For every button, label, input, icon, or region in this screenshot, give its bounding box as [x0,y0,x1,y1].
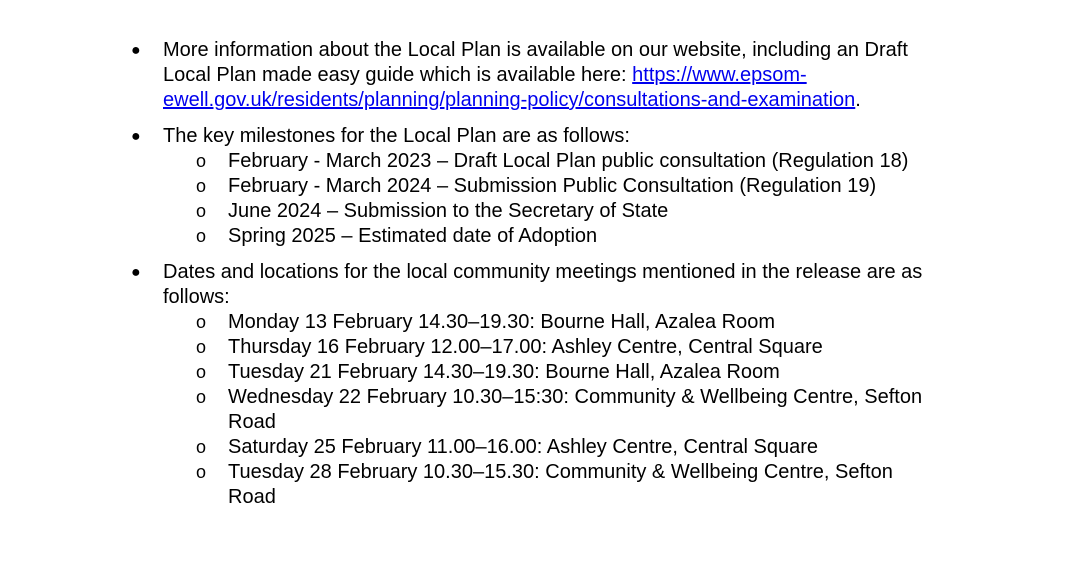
circle-bullet-icon: o [196,176,207,196]
list-item: o June 2024 – Submission to the Secretary of State [196,200,669,222]
website-info-text: More information about the Local Plan is available on our website, including an Draft Local Plan made easy guide which is available here: [163,39,908,86]
list-item: o Monday 13 February 14.30–19.30: Bourne Hall, Azalea Room [196,311,776,333]
bullet-icon: ● [131,42,141,59]
circle-bullet-icon: o [196,437,207,457]
circle-bullet-icon: o [196,337,207,357]
bullet-item-meetings [0,260,933,510]
bullet-icon: ● [131,128,141,145]
bullet-item-milestones [0,124,933,249]
list-item: o Tuesday 28 February 10.30–15.30: Community & Wellbeing Centre, Sefton Road [196,461,893,508]
circle-bullet-icon: o [196,151,207,171]
meetings-intro: Dates and locations for the local community meetings mentioned in the release are as follows: [163,261,923,308]
bullet-item-website-info [0,38,933,113]
circle-bullet-icon: o [196,387,207,407]
list-item: o February - March 2024 – Submission Public Consultation (Regulation 19) [196,175,877,197]
list-item: o Thursday 16 February 12.00–17.00: Ashley Centre, Central Square [196,336,823,358]
circle-bullet-icon: o [196,312,207,332]
document-body [0,38,1079,521]
circle-bullet-icon: o [196,201,207,221]
list-item: o Wednesday 22 February 10.30–15:30: Community & Wellbeing Centre, Sefton Road [196,386,923,433]
circle-bullet-icon: o [196,462,207,482]
consultations-link[interactable]: https://www.epsom-ewell.gov.uk/residents/planning/planning-policy/consultations-and-examination [163,64,856,111]
circle-bullet-icon: o [196,226,207,246]
list-item: o Spring 2025 – Estimated date of Adoption [196,225,598,247]
website-info-period: . [855,89,861,111]
milestones-list [163,149,933,249]
list-item: o February - March 2023 – Draft Local Plan public consultation (Regulation 18) [196,150,909,172]
list-item: o Tuesday 21 February 14.30–19.30: Bourne Hall, Azalea Room [196,361,780,383]
milestones-intro: The key milestones for the Local Plan are as follows: [163,125,630,147]
meetings-list [163,310,933,510]
list-item: o Saturday 25 February 11.00–16.00: Ashley Centre, Central Square [196,436,818,458]
bullet-icon: ● [131,264,141,281]
circle-bullet-icon: o [196,362,207,382]
